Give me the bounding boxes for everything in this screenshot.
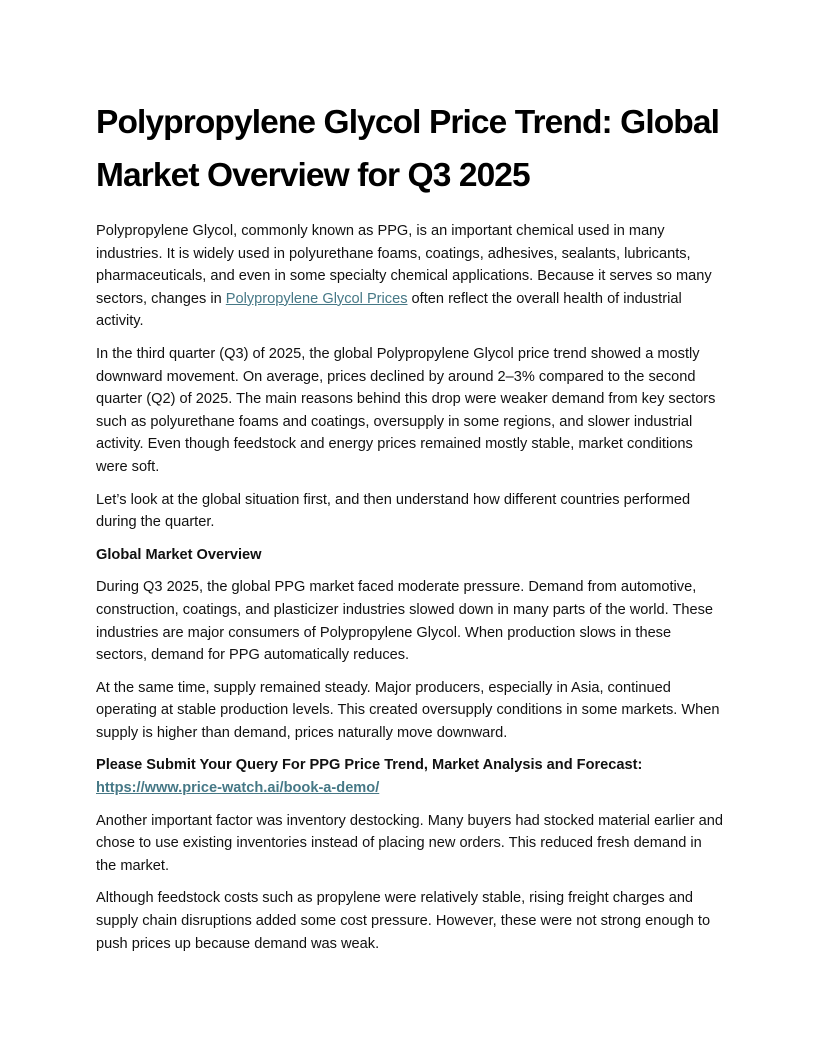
cta-text: Please Submit Your Query For PPG Price Trend, Market Analysis and Forecast: <box>96 757 643 774</box>
global-market-overview-heading: Global Market Overview <box>96 546 262 563</box>
intro-paragraph <box>96 220 726 333</box>
page-title: Polypropylene Glycol Price Trend: Global Market Overview for Q3 2025 <box>96 104 720 194</box>
book-demo-link[interactable]: https://www.price-watch.ai/book-a-demo/ <box>96 780 380 797</box>
destocking-paragraph: Another important factor was inventory destocking. Many buyers had stocked material earlier and chose to use existing inventories instead of placing new orders. This reduced fresh demand in the market. <box>96 812 724 874</box>
intro-text-before-link: Polypropylene Glycol, commonly known as PPG, is an important chemical used in many industries. It is widely used in polyurethane foams, coatings, adhesives, sealants, lubricants, pharmaceuticals, and even in some specialty chemical applications. Because it serves so many sectors, changes in <box>96 223 712 307</box>
supply-paragraph: At the same time, supply remained steady. Major producers, especially in Asia, continued operating at stable production levels. This created oversupply conditions in some markets. When supply is higher than demand, prices naturally move downward. <box>96 679 720 741</box>
feedstock-paragraph: Although feedstock costs such as propylene were relatively stable, rising freight charges and supply chain disruptions added some cost pressure. However, these were not strong enough to push prices up because demand was weak. <box>96 890 711 952</box>
lookahead-paragraph: Let’s look at the global situation first, and then understand how different countries performed during the quarter. <box>96 491 691 531</box>
document-page <box>96 96 726 965</box>
market-pressure-paragraph: During Q3 2025, the global PPG market faced moderate pressure. Demand from automotive, construction, coatings, and plasticizer industries slowed down in many parts of the world. These industries are major consumers of Polypropylene Glycol. When production slows in these sectors, demand for PPG automatically reduces. <box>96 579 714 664</box>
intro-text-after-link: often reflect the overall health of industrial activity. <box>96 290 682 330</box>
q3-trend-paragraph: In the third quarter (Q3) of 2025, the global Polypropylene Glycol price trend showed a mostly downward movement. On average, prices declined by around 2–3% compared to the second quarter (Q2) of 2025. The main reasons behind this drop were weaker demand from key sectors such as polyurethane foams and coatings, oversupply in some regions, and slower industrial activity. Even though feedstock and energy prices remained mostly stable, market conditions were soft. <box>96 345 716 475</box>
query-cta-paragraph <box>96 754 726 799</box>
ppg-prices-link[interactable]: Polypropylene Glycol Prices <box>225 290 408 307</box>
